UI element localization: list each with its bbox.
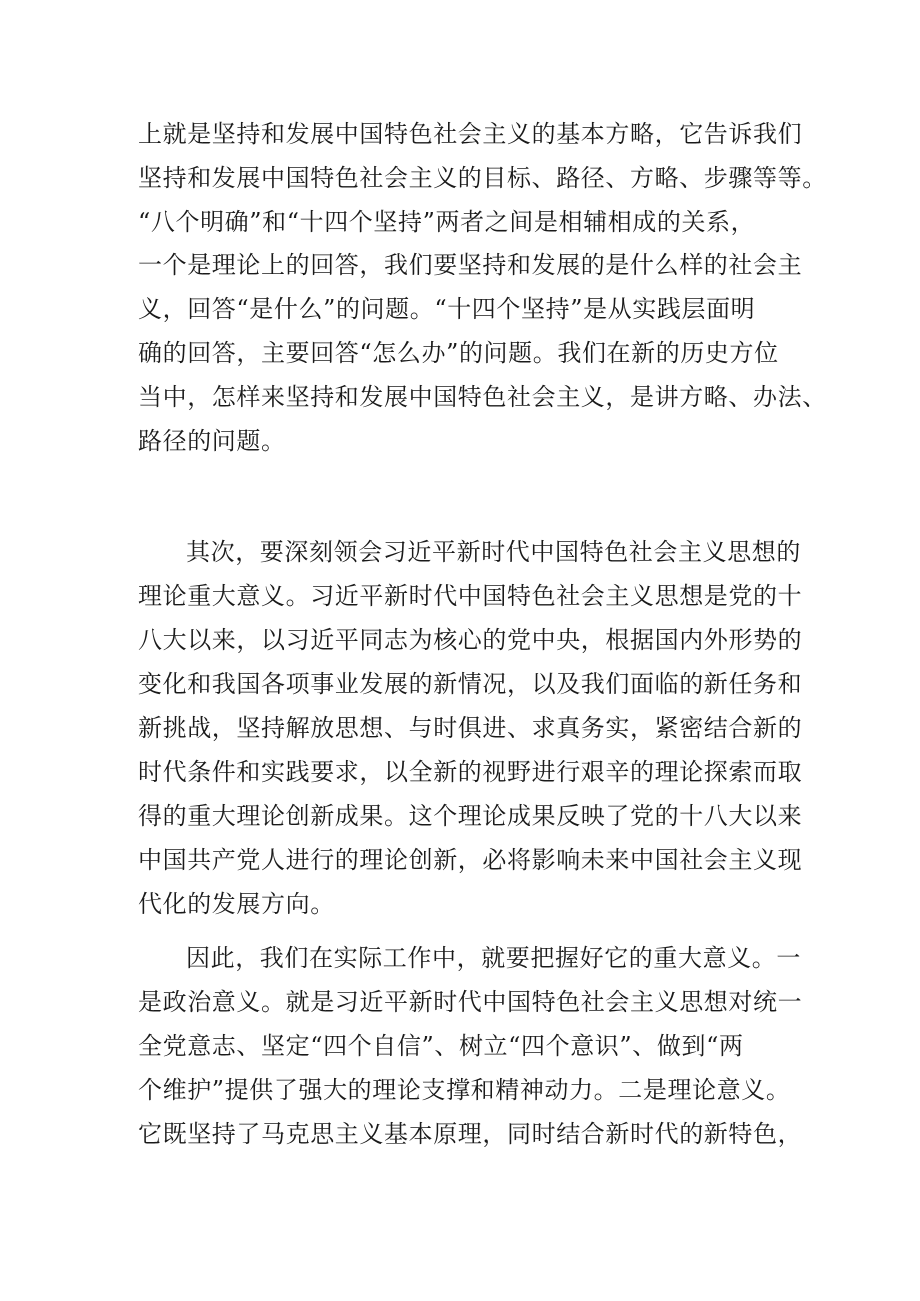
paragraph-line: 上就是坚持和发展中国特色社会主义的基本方略，它告诉我们 bbox=[138, 120, 803, 148]
paragraph-line: 一个是理论上的回答，我们要坚持和发展的是什么样的社会主 bbox=[138, 251, 803, 279]
paragraph-line: 新挑战，坚持解放思想、与时俱进、求真务实，紧密结合新的 bbox=[138, 714, 803, 742]
paragraph-line: 其次，要深刻领会习近平新时代中国特色社会主义思想的 bbox=[186, 538, 801, 566]
paragraph-line: 时代条件和实践要求，以全新的视野进行艰辛的理论探索而取 bbox=[138, 758, 803, 786]
paragraph-line: 因此，我们在实际工作中，就要把握好它的重大意义。一 bbox=[186, 944, 801, 972]
paragraph-line: 代化的发展方向。 bbox=[138, 890, 335, 918]
paragraph-line: 坚持和发展中国特色社会主义的目标、路径、方略、步骤等等。 bbox=[138, 164, 827, 192]
paragraph-line: 是政治意义。就是习近平新时代中国特色社会主义思想对统一 bbox=[138, 988, 803, 1016]
paragraph-line: “八个明确”和“十四个坚持”两者之间是相辅相成的关系， bbox=[138, 208, 756, 236]
paragraph-line: 理论重大意义。习近平新时代中国特色社会主义思想是党的十 bbox=[138, 582, 803, 610]
paragraph-line: 个维护”提供了强大的理论支撑和精神动力。二是理论意义。 bbox=[138, 1076, 791, 1104]
paragraph-line: 它既坚持了马克思主义基本原理，同时结合新时代的新特色， bbox=[138, 1120, 803, 1148]
paragraph-line: 当中，怎样来坚持和发展中国特色社会主义，是讲方略、办法、 bbox=[138, 383, 827, 411]
paragraph-line: 中国共产党人进行的理论创新，必将影响未来中国社会主义现 bbox=[138, 846, 803, 874]
paragraph-line: 得的重大理论创新成果。这个理论成果反映了党的十八大以来 bbox=[138, 802, 803, 830]
paragraph-line: 全党意志、坚定“四个自信”、树立“四个意识”、做到“两 bbox=[138, 1032, 744, 1060]
paragraph-line: 变化和我国各项事业发展的新情况，以及我们面临的新任务和 bbox=[138, 670, 803, 698]
paragraph-line: 路径的问题。 bbox=[138, 427, 286, 455]
paragraph-line: 确的回答，主要回答“怎么办”的问题。我们在新的历史方位 bbox=[138, 339, 779, 367]
paragraph-line: 义，回答“是什么”的问题。“十四个坚持”是从实践层面明 bbox=[138, 295, 756, 323]
paragraph-line: 八大以来，以习近平同志为核心的党中央，根据国内外形势的 bbox=[138, 626, 803, 654]
